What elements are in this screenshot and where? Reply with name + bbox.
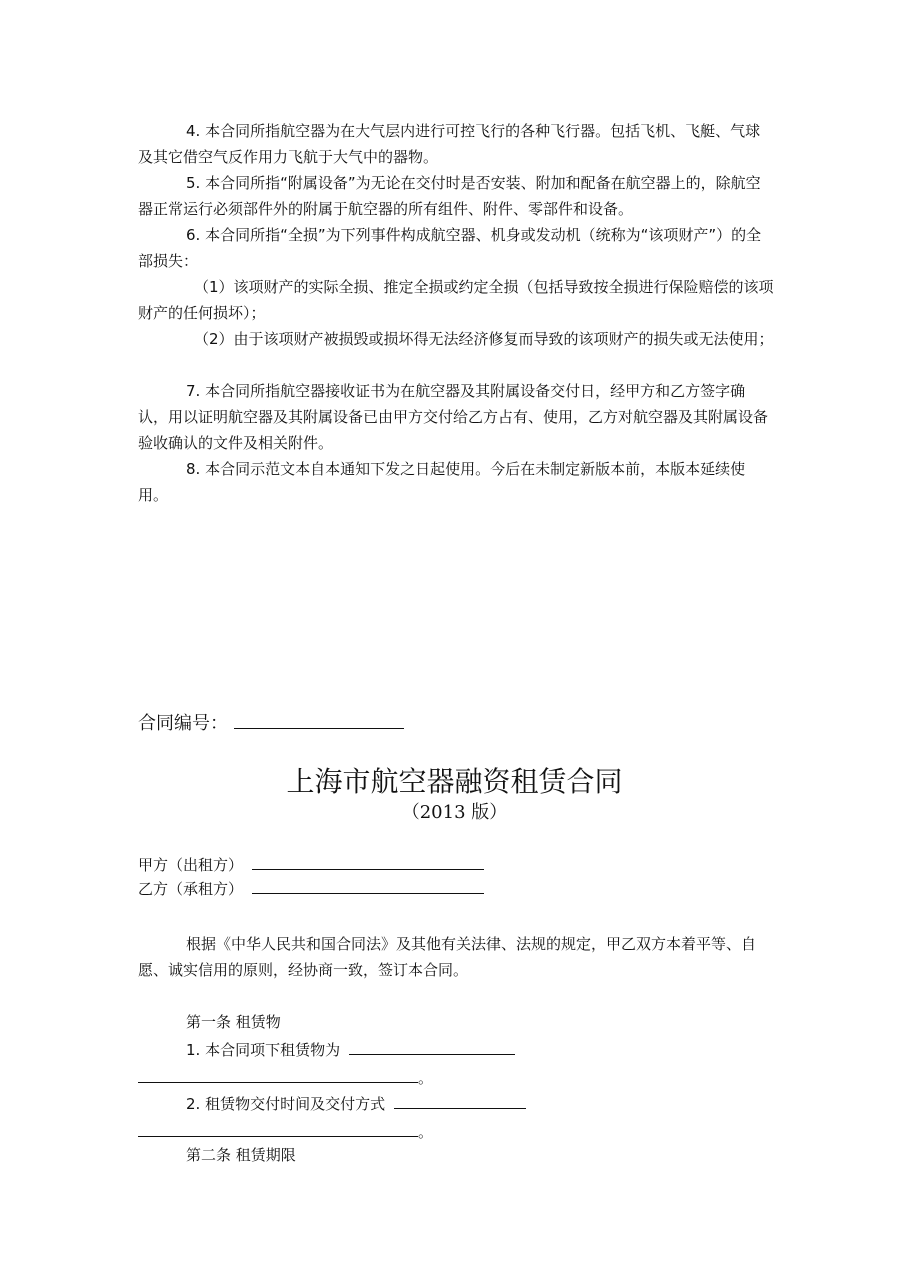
contract-number-label: 合同编号： xyxy=(138,713,228,734)
party-b-row xyxy=(138,877,484,901)
definition-4: 4. 本合同所指航空器为在大气层内进行可控飞行的各种飞行器。包括飞机、飞艇、气球及其它借空气反作用力飞航于大气中的器物。 xyxy=(138,122,761,166)
period-mark: 。 xyxy=(418,1069,434,1087)
definition-6: 6. 本合同所指“全损”为下列事件构成航空器、机身或发动机（统称为“该项财产”）的全部损失： xyxy=(138,226,762,270)
delivery-method-field-cont[interactable] xyxy=(138,1121,418,1137)
definition-6-2: （2）由于该项财产被损毁或损坏得无法经济修复而导致的该项财产的损失或无法使用； xyxy=(194,330,774,348)
period-mark: 。 xyxy=(418,1123,434,1141)
contract-title: 上海市航空器融资租赁合同 xyxy=(286,765,623,798)
contract-number-field[interactable] xyxy=(234,713,404,729)
contract-number-row xyxy=(138,712,404,736)
party-b-label: 乙方（承租方） xyxy=(138,880,244,898)
definition-5: 5. 本合同所指“附属设备”为无论在交付时是否安装、附加和配备在航空器上的，除航空器正常运行必须部件外的附属于航空器的所有组件、附件、零部件和设备。 xyxy=(138,174,761,218)
party-a-label: 甲方（出租方） xyxy=(138,856,244,874)
article-1-item-2-cont xyxy=(138,1120,433,1144)
contract-version: （2013 版） xyxy=(401,802,508,823)
leased-item-field-cont[interactable] xyxy=(138,1067,418,1083)
preamble: 根据《中华人民共和国合同法》及其他有关法律、法规的规定，甲乙双方本着平等、自愿、诚实信用的原则，经协商一致，签订本合同。 xyxy=(138,935,757,979)
party-b-field[interactable] xyxy=(252,878,484,894)
article-1-item-1-label: 1. 本合同项下租赁物为 xyxy=(186,1041,341,1059)
article-1-item-1-cont xyxy=(138,1066,433,1090)
party-a-field[interactable] xyxy=(252,854,484,870)
definition-8: 8. 本合同示范文本自本通知下发之日起使用。今后在未制定新版本前，本版本延续使用。 xyxy=(138,460,746,504)
leased-item-field[interactable] xyxy=(349,1039,515,1055)
article-1-item-1-row xyxy=(186,1038,515,1062)
party-a-row xyxy=(138,853,484,877)
article-1-item-2-row xyxy=(186,1092,526,1116)
definition-7: 7. 本合同所指航空器接收证书为在航空器及其附属设备交付日，经甲方和乙方签字确认，用以证明航空器及其附属设备已由甲方交付给乙方占有、使用，乙方对航空器及其附属设备验收确认的文件及相关附件。 xyxy=(138,382,769,452)
definition-6-1: （1）该项财产的实际全损、推定全损或约定全损（包括导致按全损进行保险赔偿的该项财产的任何损坏）； xyxy=(138,278,774,322)
article-2-title: 第二条 租赁期限 xyxy=(186,1146,296,1164)
article-1-title: 第一条 租赁物 xyxy=(186,1013,281,1031)
article-1-item-2-label: 2. 租赁物交付时间及交付方式 xyxy=(186,1095,386,1113)
delivery-method-field[interactable] xyxy=(394,1093,526,1109)
